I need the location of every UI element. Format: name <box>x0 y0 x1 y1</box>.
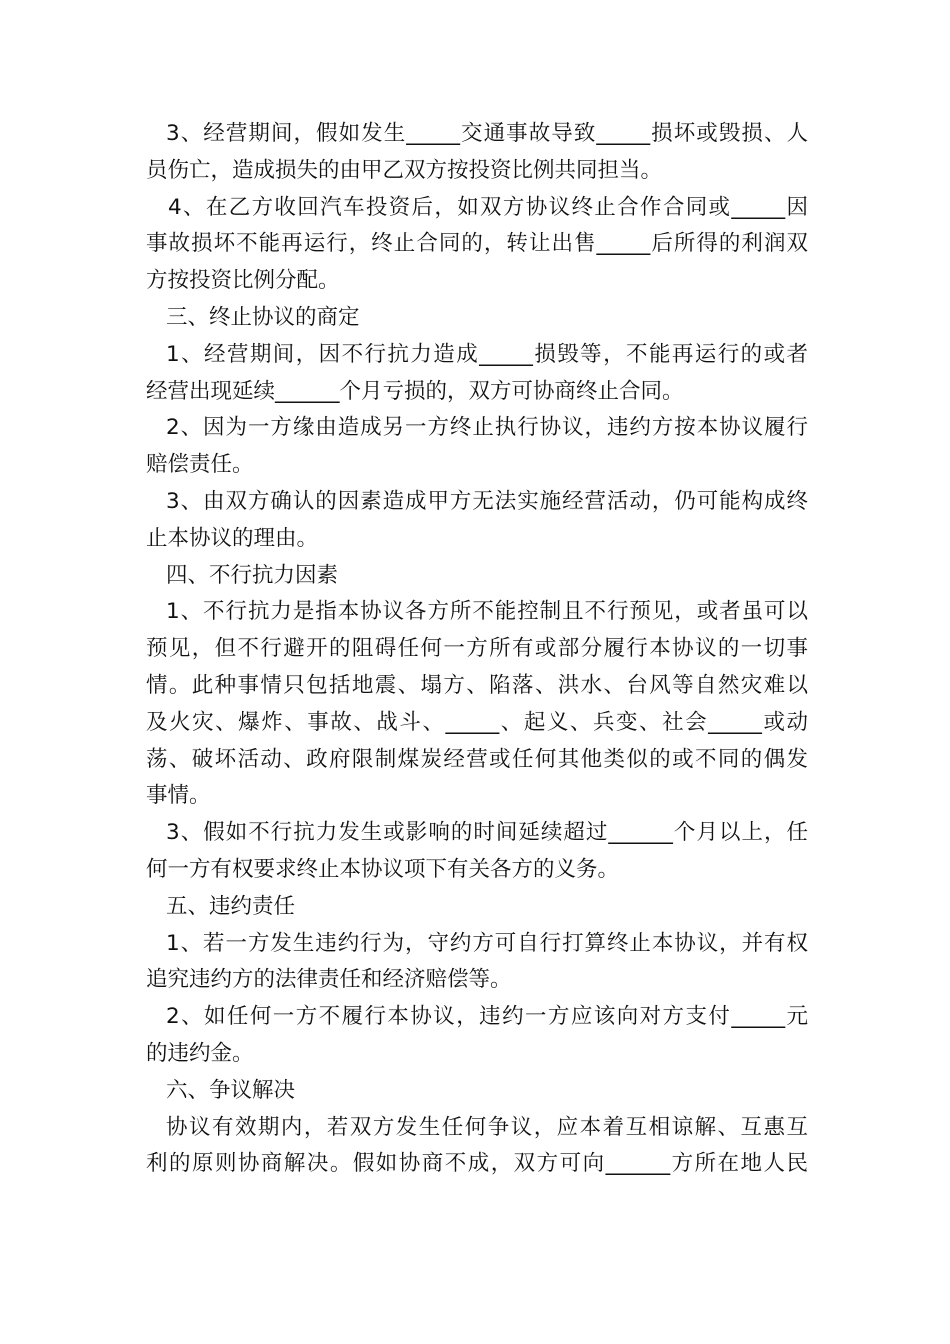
text-line: 事情。 <box>146 783 211 809</box>
text-line: 2、因为一方缘由造成另一方终止执行协议，违约方按本协议履行 <box>166 415 808 441</box>
text-line: 情。此种事情只包括地震、塌方、陷落、洪水、台风等自然灾难以 <box>146 672 808 698</box>
text-line: 员伤亡，造成损失的由甲乙双方按投资比例共同担当。 <box>146 157 663 183</box>
text-line: 协议有效期内，若双方发生任何争议，应本着互相谅解、互惠互 <box>166 1114 808 1140</box>
section-heading: 五、违约责任 <box>166 893 296 919</box>
text-line: 事故损坏不能再运行，终止合同的，转让出售_____后所得的利润双 <box>146 231 808 257</box>
section-heading: 六、争议解决 <box>166 1077 296 1103</box>
text-line: 荡、破坏活动、政府限制煤炭经营或任何其他类似的或不同的偶发 <box>146 746 808 772</box>
text-line: 3、由双方确认的因素造成甲方无法实施经营活动，仍可能构成终 <box>166 488 808 514</box>
section-heading: 三、终止协议的商定 <box>166 304 360 330</box>
section-heading: 四、不行抗力因素 <box>166 562 339 588</box>
text-line: 4、在乙方收回汽车投资后，如双方协议终止合作合同或_____因 <box>168 194 808 220</box>
text-line: 追究违约方的法律责任和经济赔偿等。 <box>146 967 512 993</box>
text-line: 方按投资比例分配。 <box>146 268 340 294</box>
text-line: 1、若一方发生违约行为，守约方可自行打算终止本协议，并有权 <box>166 930 808 956</box>
text-line: 的违约金。 <box>146 1040 254 1066</box>
text-line: 何一方有权要求终止本协议项下有关各方的义务。 <box>146 856 620 882</box>
text-line: 赔偿责任。 <box>146 452 254 478</box>
document-body <box>146 116 808 1183</box>
text-line: 及火灾、爆炸、事故、战斗、_____、起义、兵变、社会_____或动 <box>146 709 808 735</box>
text-line: 1、经营期间，因不行抗力造成_____损毁等，不能再运行的或者 <box>166 341 808 367</box>
text-line: 3、经营期间，假如发生_____交通事故导致_____损坏或毁损、人 <box>166 121 808 146</box>
text-line: 利的原则协商解决。假如协商不成，双方可向______方所在地人民 <box>146 1151 808 1177</box>
text-line: 预见，但不行避开的阻碍任何一方所有或部分履行本协议的一切事 <box>146 636 808 662</box>
text-line: 止本协议的理由。 <box>146 525 319 551</box>
text-line: 经营出现延续______个月亏损的，双方可协商终止合同。 <box>146 378 684 404</box>
text-line: 2、如任何一方不履行本协议，违约一方应该向对方支付_____元 <box>166 1004 808 1030</box>
text-line: 1、不行抗力是指本协议各方所不能控制且不行预见，或者虽可以 <box>166 599 808 625</box>
text-line: 3、假如不行抗力发生或影响的时间延续超过______个月以上，任 <box>166 820 808 846</box>
